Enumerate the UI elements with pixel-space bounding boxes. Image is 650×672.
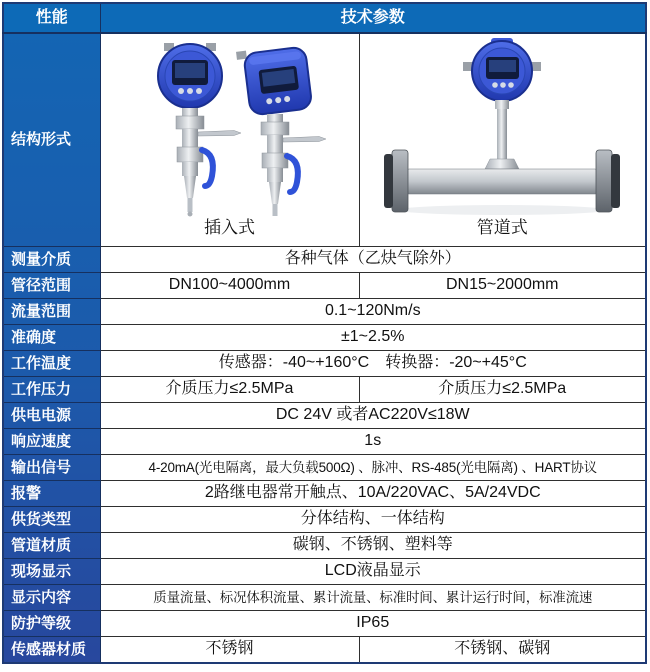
row-label: 显示内容 (3, 585, 100, 611)
row-label-structure: 结构形式 (3, 33, 100, 247)
table-row (3, 455, 646, 481)
table-row (3, 507, 646, 533)
header-row (3, 3, 646, 33)
row-value: 介质压力≤2.5MPa (100, 377, 359, 403)
table-row (3, 559, 646, 585)
table-row (3, 481, 646, 507)
row-value: DN15~2000mm (359, 273, 646, 299)
row-label: 流量范围 (3, 299, 100, 325)
row-value: ±1~2.5% (100, 325, 646, 351)
row-value: 传感器：-40~+160°C 转换器：-20~+45°C (100, 351, 646, 377)
row-label: 输出信号 (3, 455, 100, 481)
row-value: DN100~4000mm (100, 273, 359, 299)
row-value: LCD液晶显示 (100, 559, 646, 585)
row-label: 工作温度 (3, 351, 100, 377)
pipeline-type-photo (360, 34, 646, 218)
spec-table (2, 2, 647, 664)
row-label: 供货类型 (3, 507, 100, 533)
table-row (3, 533, 646, 559)
spec-rows (3, 247, 646, 664)
row-label: 管径范围 (3, 273, 100, 299)
row-value: 不锈钢、碳钢 (359, 637, 646, 664)
pipeline-meter-image (362, 38, 642, 218)
row-label: 传感器材质 (3, 637, 100, 664)
row-label: 管道材质 (3, 533, 100, 559)
row-value: 分体结构、一体结构 (100, 507, 646, 533)
pipeline-type-caption: 管道式 (476, 218, 528, 237)
row-value: 0.1~120Nm/s (100, 299, 646, 325)
row-value: 2路继电器常开触点、10A/220VAC、5A/24VDC (100, 481, 646, 507)
table-row (3, 247, 646, 273)
header-performance: 性能 (3, 3, 100, 33)
table-row (3, 273, 646, 299)
row-label: 工作压力 (3, 377, 100, 403)
table-row (3, 637, 646, 664)
table-row (3, 611, 646, 637)
insertion-meter-image (114, 38, 346, 218)
table-row (3, 585, 646, 611)
insertion-type-cell (100, 33, 359, 247)
row-value: IP65 (100, 611, 646, 637)
table-row (3, 351, 646, 377)
row-label: 报警 (3, 481, 100, 507)
table-row (3, 325, 646, 351)
row-value: 4-20mA(光电隔离，最大负载500Ω) 、脉冲、RS-485(光电隔离) 、HART协议 (100, 455, 646, 481)
table-row (3, 403, 646, 429)
row-label: 现场显示 (3, 559, 100, 585)
structure-row (3, 33, 646, 247)
row-value: 质量流量、标况体积流量、累计流量、标准时间、累计运行时间，标准流速 (100, 585, 646, 611)
row-label: 测量介质 (3, 247, 100, 273)
row-value: 介质压力≤2.5MPa (359, 377, 646, 403)
row-label: 供电电源 (3, 403, 100, 429)
table-row (3, 429, 646, 455)
row-value: 碳钢、不锈钢、塑料等 (100, 533, 646, 559)
table-row (3, 299, 646, 325)
insertion-type-caption: 插入式 (204, 218, 255, 237)
insertion-type-photo (101, 34, 359, 218)
row-label: 准确度 (3, 325, 100, 351)
table-row (3, 377, 646, 403)
row-label: 响应速度 (3, 429, 100, 455)
row-value: 不锈钢 (100, 637, 359, 664)
row-value: 各种气体（乙炔气除外） (100, 247, 646, 273)
header-tech-params: 技术参数 (100, 3, 646, 33)
pipeline-type-cell (359, 33, 646, 247)
row-value: DC 24V 或者AC220V≤18W (100, 403, 646, 429)
row-label: 防护等级 (3, 611, 100, 637)
row-value: 1s (100, 429, 646, 455)
spec-sheet (0, 2, 650, 672)
